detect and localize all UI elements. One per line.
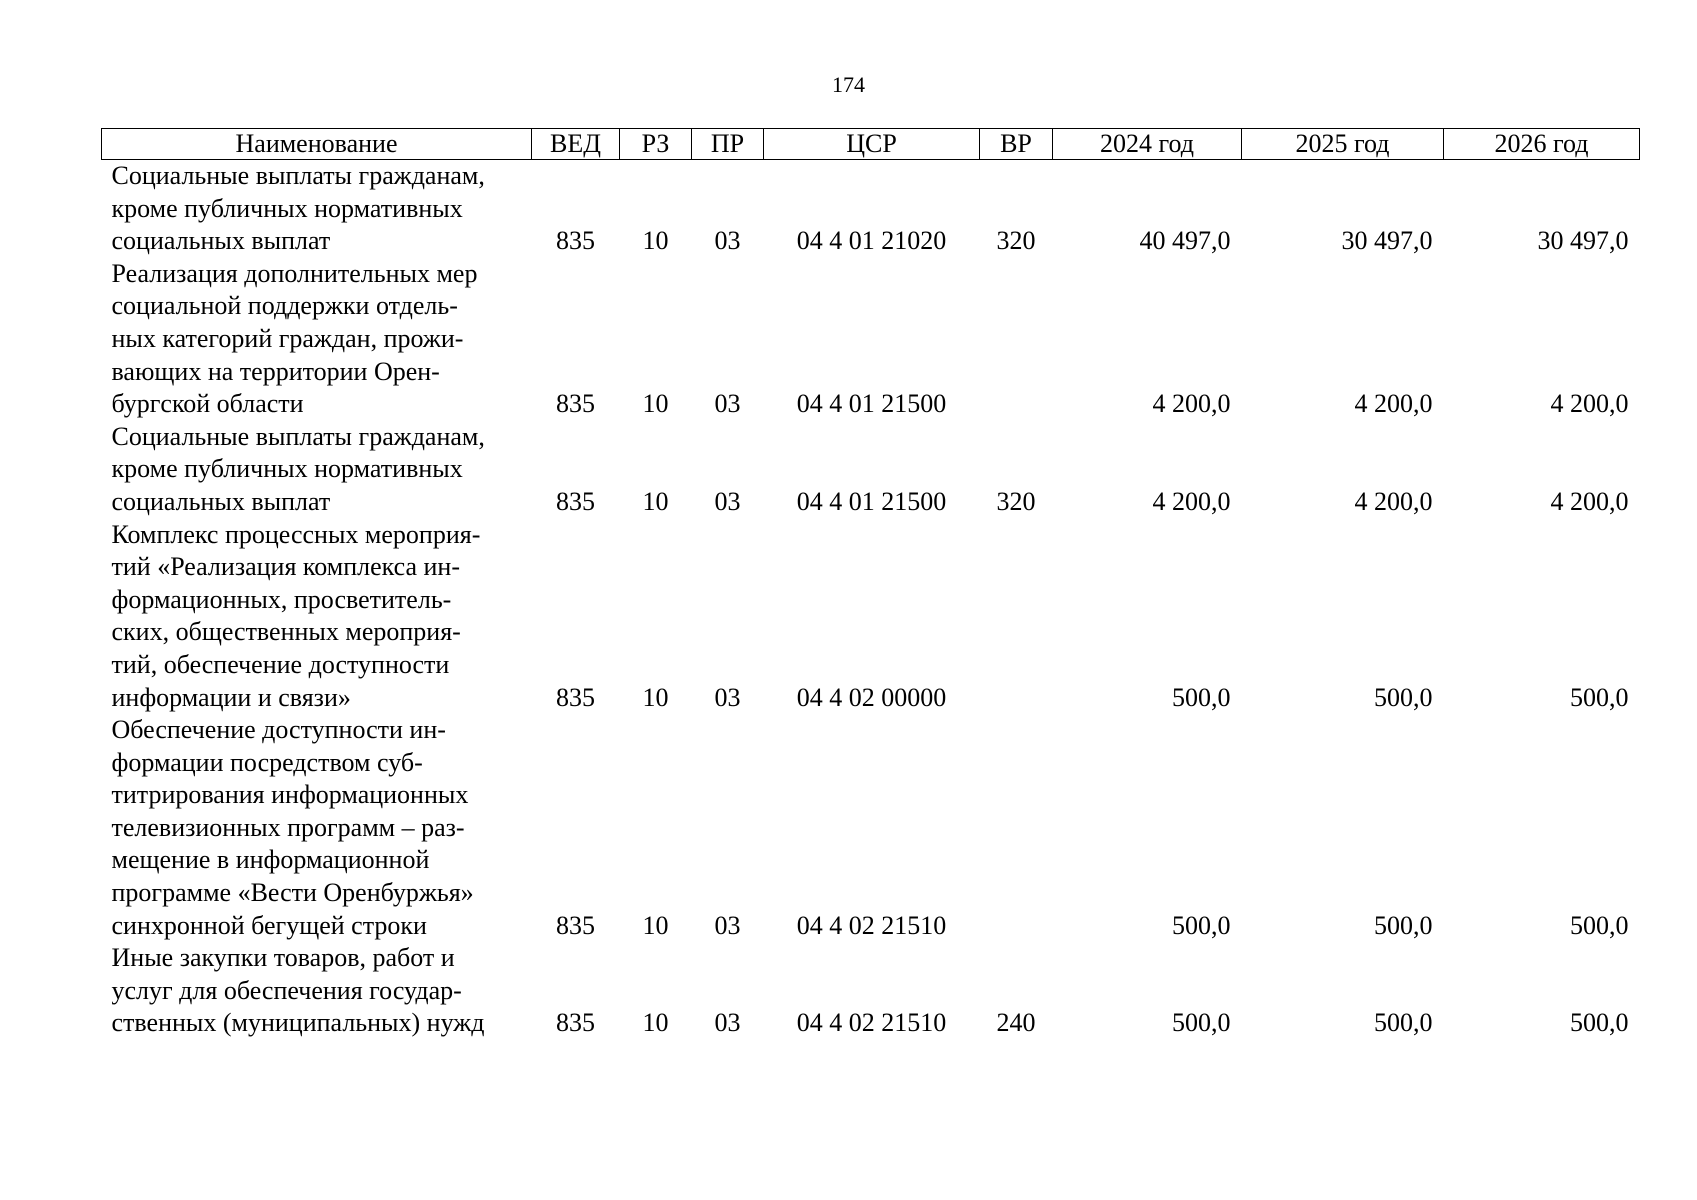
row-pr: 03 — [714, 389, 741, 419]
budget-table — [101, 128, 1640, 1040]
row-csr: 04 4 01 21500 — [796, 389, 947, 419]
row-name-line: телевизионных программ – раз- — [111, 812, 465, 842]
row-name-line: кроме публичных нормативных — [111, 454, 463, 484]
row-name-line: социальных выплат — [111, 226, 331, 256]
row-2025: 500,0 — [1374, 1008, 1433, 1038]
row-name-line: мещение в информационной — [111, 845, 430, 875]
row-name-line: Социальные выплаты гражданам, — [111, 421, 485, 451]
header-pr: ПР — [692, 129, 764, 160]
row-name-line: вающих на территории Орен- — [111, 356, 440, 386]
header-name: Наименование — [102, 129, 532, 160]
row-ved: 835 — [556, 389, 595, 419]
row-2024: 4 200,0 — [1152, 486, 1231, 516]
row-vr: 320 — [996, 226, 1036, 256]
row-2025: 30 497,0 — [1341, 226, 1433, 256]
row-name-line: социальных выплат — [111, 486, 331, 516]
row-2026: 500,0 — [1570, 910, 1629, 940]
row-ved: 835 — [556, 486, 595, 516]
row-name-line: программе «Вести Оренбуржья» — [111, 878, 474, 908]
row-2025: 500,0 — [1374, 682, 1433, 712]
row-name-line: тий «Реализация комплекса ин- — [111, 552, 460, 582]
row-name-line: формационных, просветитель- — [111, 584, 452, 614]
table-row — [102, 519, 1640, 715]
row-2024: 40 497,0 — [1139, 226, 1231, 256]
row-name-line: ственных (муниципальных) нужд — [111, 1008, 485, 1038]
row-pr: 03 — [714, 1008, 741, 1038]
row-pr: 03 — [714, 682, 741, 712]
row-rz: 10 — [642, 226, 669, 256]
row-2024: 4 200,0 — [1152, 389, 1231, 419]
row-name-line: кроме публичных нормативных — [111, 193, 463, 223]
row-2026: 4 200,0 — [1550, 486, 1629, 516]
row-vr: 240 — [996, 1008, 1036, 1038]
table-row — [102, 258, 1640, 421]
table-header-row — [102, 129, 1640, 160]
row-vr — [980, 258, 1053, 421]
row-ved: 835 — [556, 910, 595, 940]
row-ved: 835 — [556, 682, 595, 712]
table-row — [102, 714, 1640, 942]
header-vr: ВР — [980, 129, 1053, 160]
row-2025: 4 200,0 — [1354, 486, 1433, 516]
row-name — [102, 160, 532, 258]
row-csr: 04 4 02 00000 — [796, 682, 947, 712]
header-rz: РЗ — [620, 129, 692, 160]
table-row — [102, 942, 1640, 1040]
header-2024: 2024 год — [1053, 129, 1242, 160]
row-2026: 30 497,0 — [1537, 226, 1629, 256]
row-csr: 04 4 02 21510 — [796, 910, 947, 940]
row-2026: 4 200,0 — [1550, 389, 1629, 419]
row-name-line: социальной поддержки отдель- — [111, 291, 458, 321]
row-2024: 500,0 — [1172, 910, 1231, 940]
row-2025: 500,0 — [1374, 910, 1433, 940]
row-2024: 500,0 — [1172, 682, 1231, 712]
row-name-line: синхронной бегущей строки — [111, 910, 427, 940]
row-name — [102, 421, 532, 519]
row-rz: 10 — [642, 389, 669, 419]
row-name-line: Социальные выплаты гражданам, — [111, 161, 485, 190]
row-2024: 500,0 — [1172, 1008, 1231, 1038]
row-ved: 835 — [556, 226, 595, 256]
row-2025: 4 200,0 — [1354, 389, 1433, 419]
row-csr: 04 4 02 21510 — [796, 1008, 947, 1038]
row-name — [102, 942, 532, 1040]
row-csr: 04 4 01 21500 — [796, 486, 947, 516]
row-name-line: ских, общественных мероприя- — [111, 617, 461, 647]
header-2026: 2026 год — [1444, 129, 1640, 160]
row-name-line: Обеспечение доступности ин- — [111, 715, 446, 745]
row-2026: 500,0 — [1570, 682, 1629, 712]
table-row — [102, 160, 1640, 258]
row-ved: 835 — [556, 1008, 595, 1038]
row-name-line: услуг для обеспечения государ- — [111, 975, 462, 1005]
row-name-line: ных категорий граждан, прожи- — [111, 323, 464, 353]
row-name-line: Иные закупки товаров, работ и — [111, 943, 455, 973]
row-2026: 500,0 — [1570, 1008, 1629, 1038]
row-vr: 320 — [996, 486, 1036, 516]
row-vr — [980, 519, 1053, 715]
table-row — [102, 421, 1640, 519]
row-pr: 03 — [714, 226, 741, 256]
row-rz: 10 — [642, 910, 669, 940]
row-csr: 04 4 01 21020 — [796, 226, 947, 256]
row-name-line: формации посредством суб- — [111, 747, 423, 777]
row-name-line: информации и связи» — [111, 682, 351, 712]
row-rz: 10 — [642, 682, 669, 712]
row-rz: 10 — [642, 1008, 669, 1038]
row-name-line: Комплекс процессных мероприя- — [111, 519, 481, 549]
row-rz: 10 — [642, 486, 669, 516]
row-pr: 03 — [714, 486, 741, 516]
row-name-line: Реализация дополнительных мер — [111, 258, 478, 288]
row-pr: 03 — [714, 910, 741, 940]
row-name — [102, 258, 532, 421]
header-csr: ЦСР — [764, 129, 980, 160]
row-name — [102, 519, 532, 715]
row-name — [102, 714, 532, 942]
header-ved: ВЕД — [532, 129, 620, 160]
row-name-line: бургской области — [111, 389, 304, 419]
page-number: 174 — [832, 72, 865, 97]
row-vr — [980, 714, 1053, 942]
row-name-line: тий, обеспечение доступности — [111, 649, 450, 679]
row-name-line: титрирования информационных — [111, 780, 469, 810]
header-2025: 2025 год — [1242, 129, 1444, 160]
